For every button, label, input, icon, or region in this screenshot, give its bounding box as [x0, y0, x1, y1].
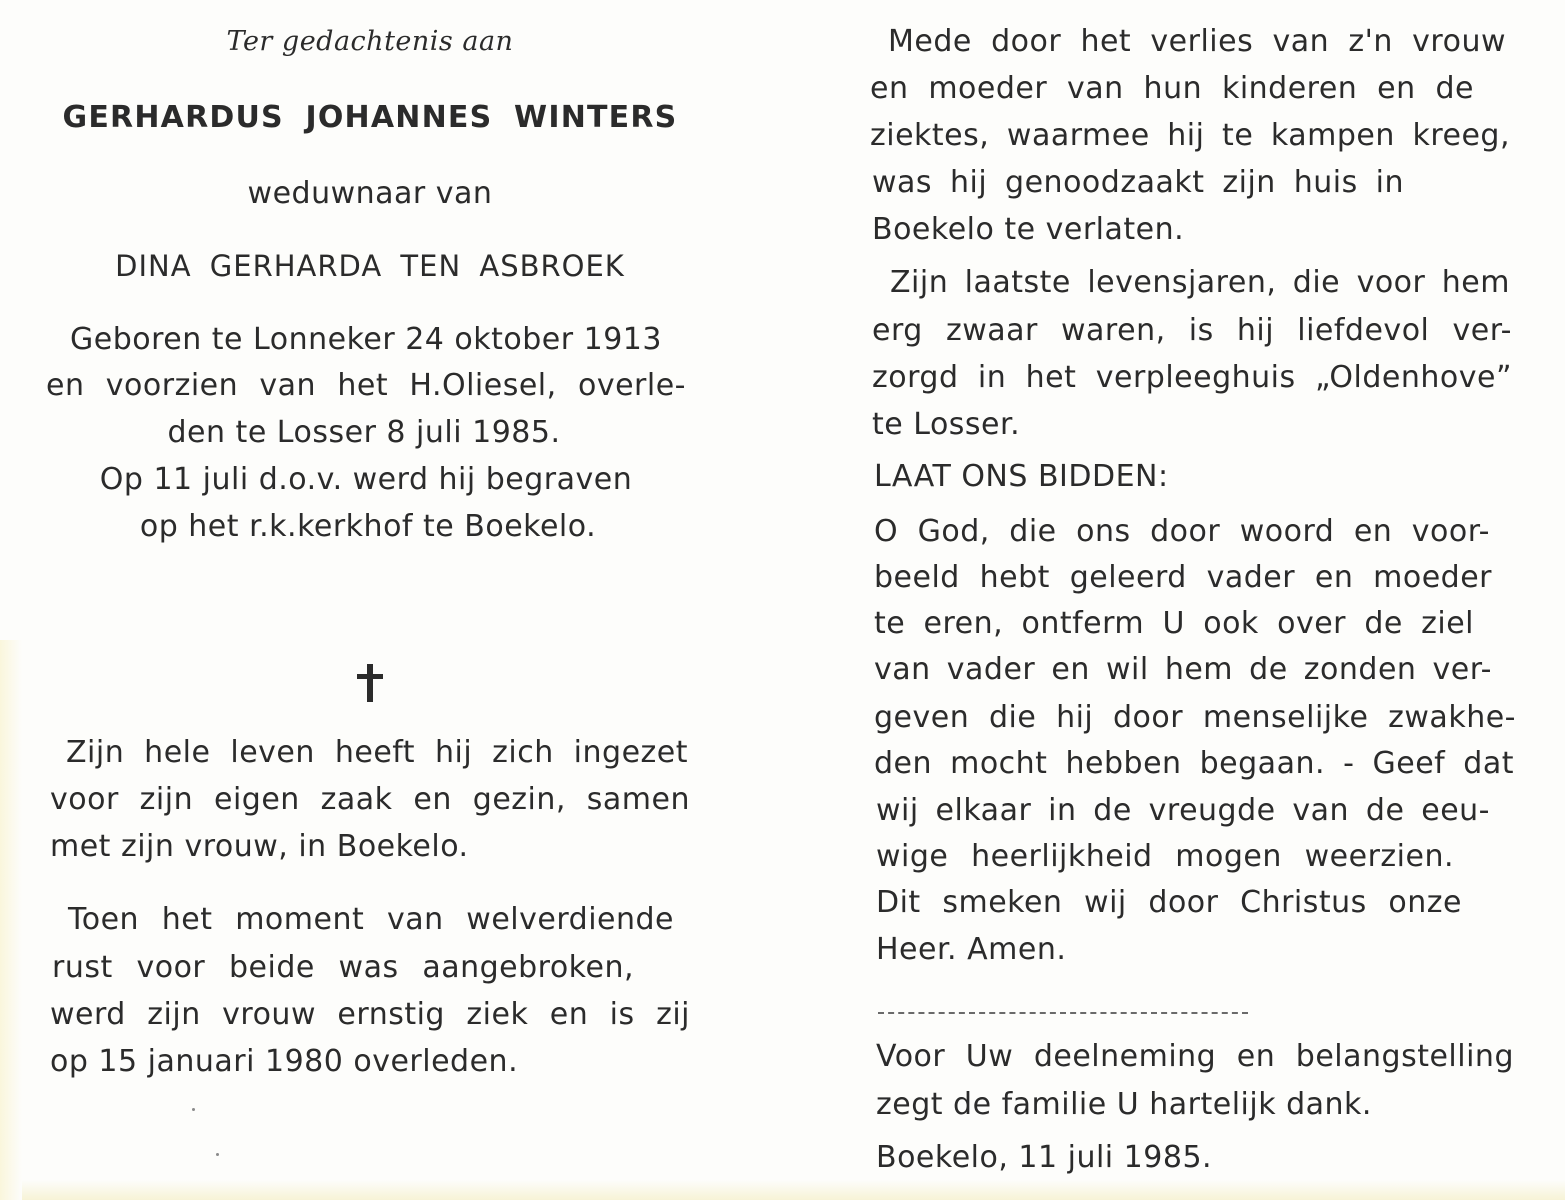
right-paragraph2-line: Zijn laatste levensjaren, die voor hem: [890, 265, 1510, 300]
paper-edge-left: [0, 640, 22, 1200]
prayer-line: van vader en wil hem de zonden ver-: [874, 652, 1492, 687]
prayer-line: Dit smeken wij door Christus onze: [876, 885, 1462, 920]
thanks-line: zegt de familie U hartelijk dank.: [876, 1087, 1372, 1122]
birth-line: Geboren te Lonneker 24 oktober 1913: [70, 322, 662, 357]
right-paragraph1-line: was hij genoodzaakt zijn huis in: [872, 165, 1404, 200]
right-paragraph1-line: Boekelo te verlaten.: [872, 212, 1185, 247]
thanks-line: Voor Uw deelneming en belangstelling: [876, 1039, 1514, 1074]
print-speck: [216, 1153, 219, 1156]
prayer-line: wij elkaar in de vreugde van de eeu-: [876, 793, 1490, 828]
right-paragraph2-line: zorgd in het verpleeghuis „Oldenhove”: [872, 360, 1512, 395]
paragraph2-line: op 15 januari 1980 overleden.: [50, 1044, 519, 1079]
burial-line: Op 11 juli d.o.v. werd hij begraven: [99, 462, 633, 497]
spouse-name: DINA GERHARDA TEN ASBROEK: [115, 249, 625, 283]
place-date: Boekelo, 11 juli 1985.: [876, 1140, 1213, 1175]
right-paragraph2-line: te Losser.: [872, 407, 1021, 442]
prayer-line: geven die hij door menselijke zwakhe-: [874, 700, 1516, 735]
memorial-heading: Ter gedachtenis aan: [226, 26, 514, 57]
prayer-line: te eren, ontferm U ook over de ziel: [874, 606, 1474, 641]
right-paragraph2-line: erg zwaar waren, is hij liefdevol ver-: [872, 313, 1512, 348]
prayer-line: wige heerlijkheid mogen weerzien.: [876, 839, 1454, 874]
prayer-line: Heer. Amen.: [876, 932, 1067, 967]
right-paragraph1-line: ziektes, waarmee hij te kampen kreeg,: [870, 118, 1510, 153]
death-line: en voorzien van het H.Oliesel, overle-: [46, 368, 686, 403]
deceased-name: GERHARDUS JOHANNES WINTERS: [62, 100, 678, 135]
section-divider: [878, 1012, 1248, 1014]
print-speck: [192, 1108, 195, 1111]
paragraph2-line: werd zijn vrouw ernstig ziek en is zij: [50, 997, 690, 1032]
paragraph1-line: voor zijn eigen zaak en gezin, samen: [50, 782, 690, 817]
paper-edge: [0, 1180, 1565, 1200]
paragraph1-line: Zijn hele leven heeft hij zich ingezet: [66, 735, 688, 770]
paragraph2-line: Toen het moment van welverdiende: [68, 902, 674, 937]
right-paragraph1-line: Mede door het verlies van z'n vrouw: [888, 24, 1506, 59]
widower-label: weduwnaar van: [247, 176, 493, 211]
prayer-line: O God, die ons door woord en voor-: [874, 514, 1490, 549]
paragraph2-line: rust voor beide was aangebroken,: [52, 950, 634, 985]
prayer-line: beeld hebt geleerd vader en moeder: [874, 560, 1492, 595]
death-place-line: den te Losser 8 juli 1985.: [167, 415, 561, 450]
right-paragraph1-line: en moeder van hun kinderen en de: [870, 71, 1474, 106]
prayer-line: den mocht hebben begaan. - Geef dat: [874, 746, 1514, 781]
paragraph1-line: met zijn vrouw, in Boekelo.: [50, 829, 469, 864]
cemetery-line: op het r.k.kerkhof te Boekelo.: [139, 509, 597, 544]
cross-icon: [355, 662, 385, 704]
prayer-title: LAAT ONS BIDDEN:: [874, 459, 1169, 494]
